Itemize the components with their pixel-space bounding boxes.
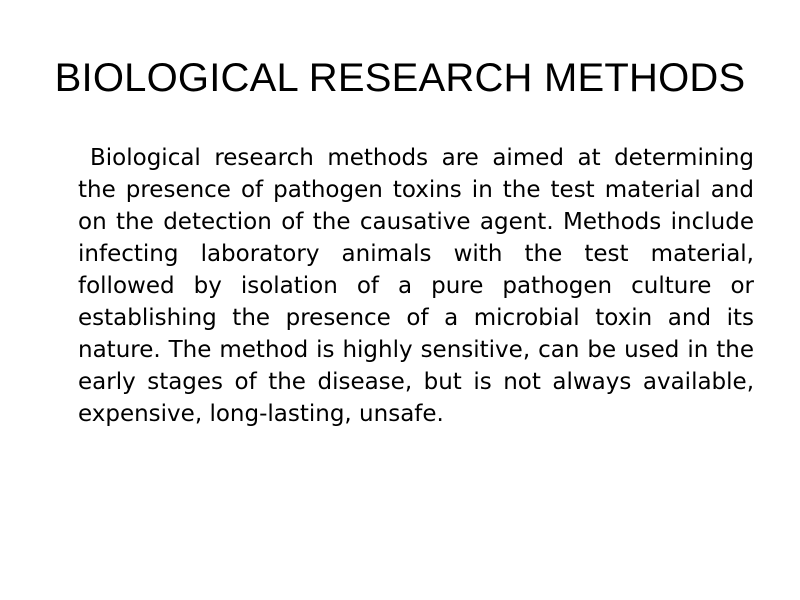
slide-body-text: Biological research methods are aimed at determining the presence of pathogen toxins in the test material and on the detection of the causative agent. Methods include infecting laboratory animals with the test material, followed by isolation of a pure pathogen culture or establishing the presence of a microbial toxin and its nature. The method is highly sensitive, can be used in the early stages of the disease, but is not always available, expensive, long-lasting, unsafe. <box>78 145 754 427</box>
slide-title: BIOLOGICAL RESEARCH METHODS <box>54 56 746 100</box>
